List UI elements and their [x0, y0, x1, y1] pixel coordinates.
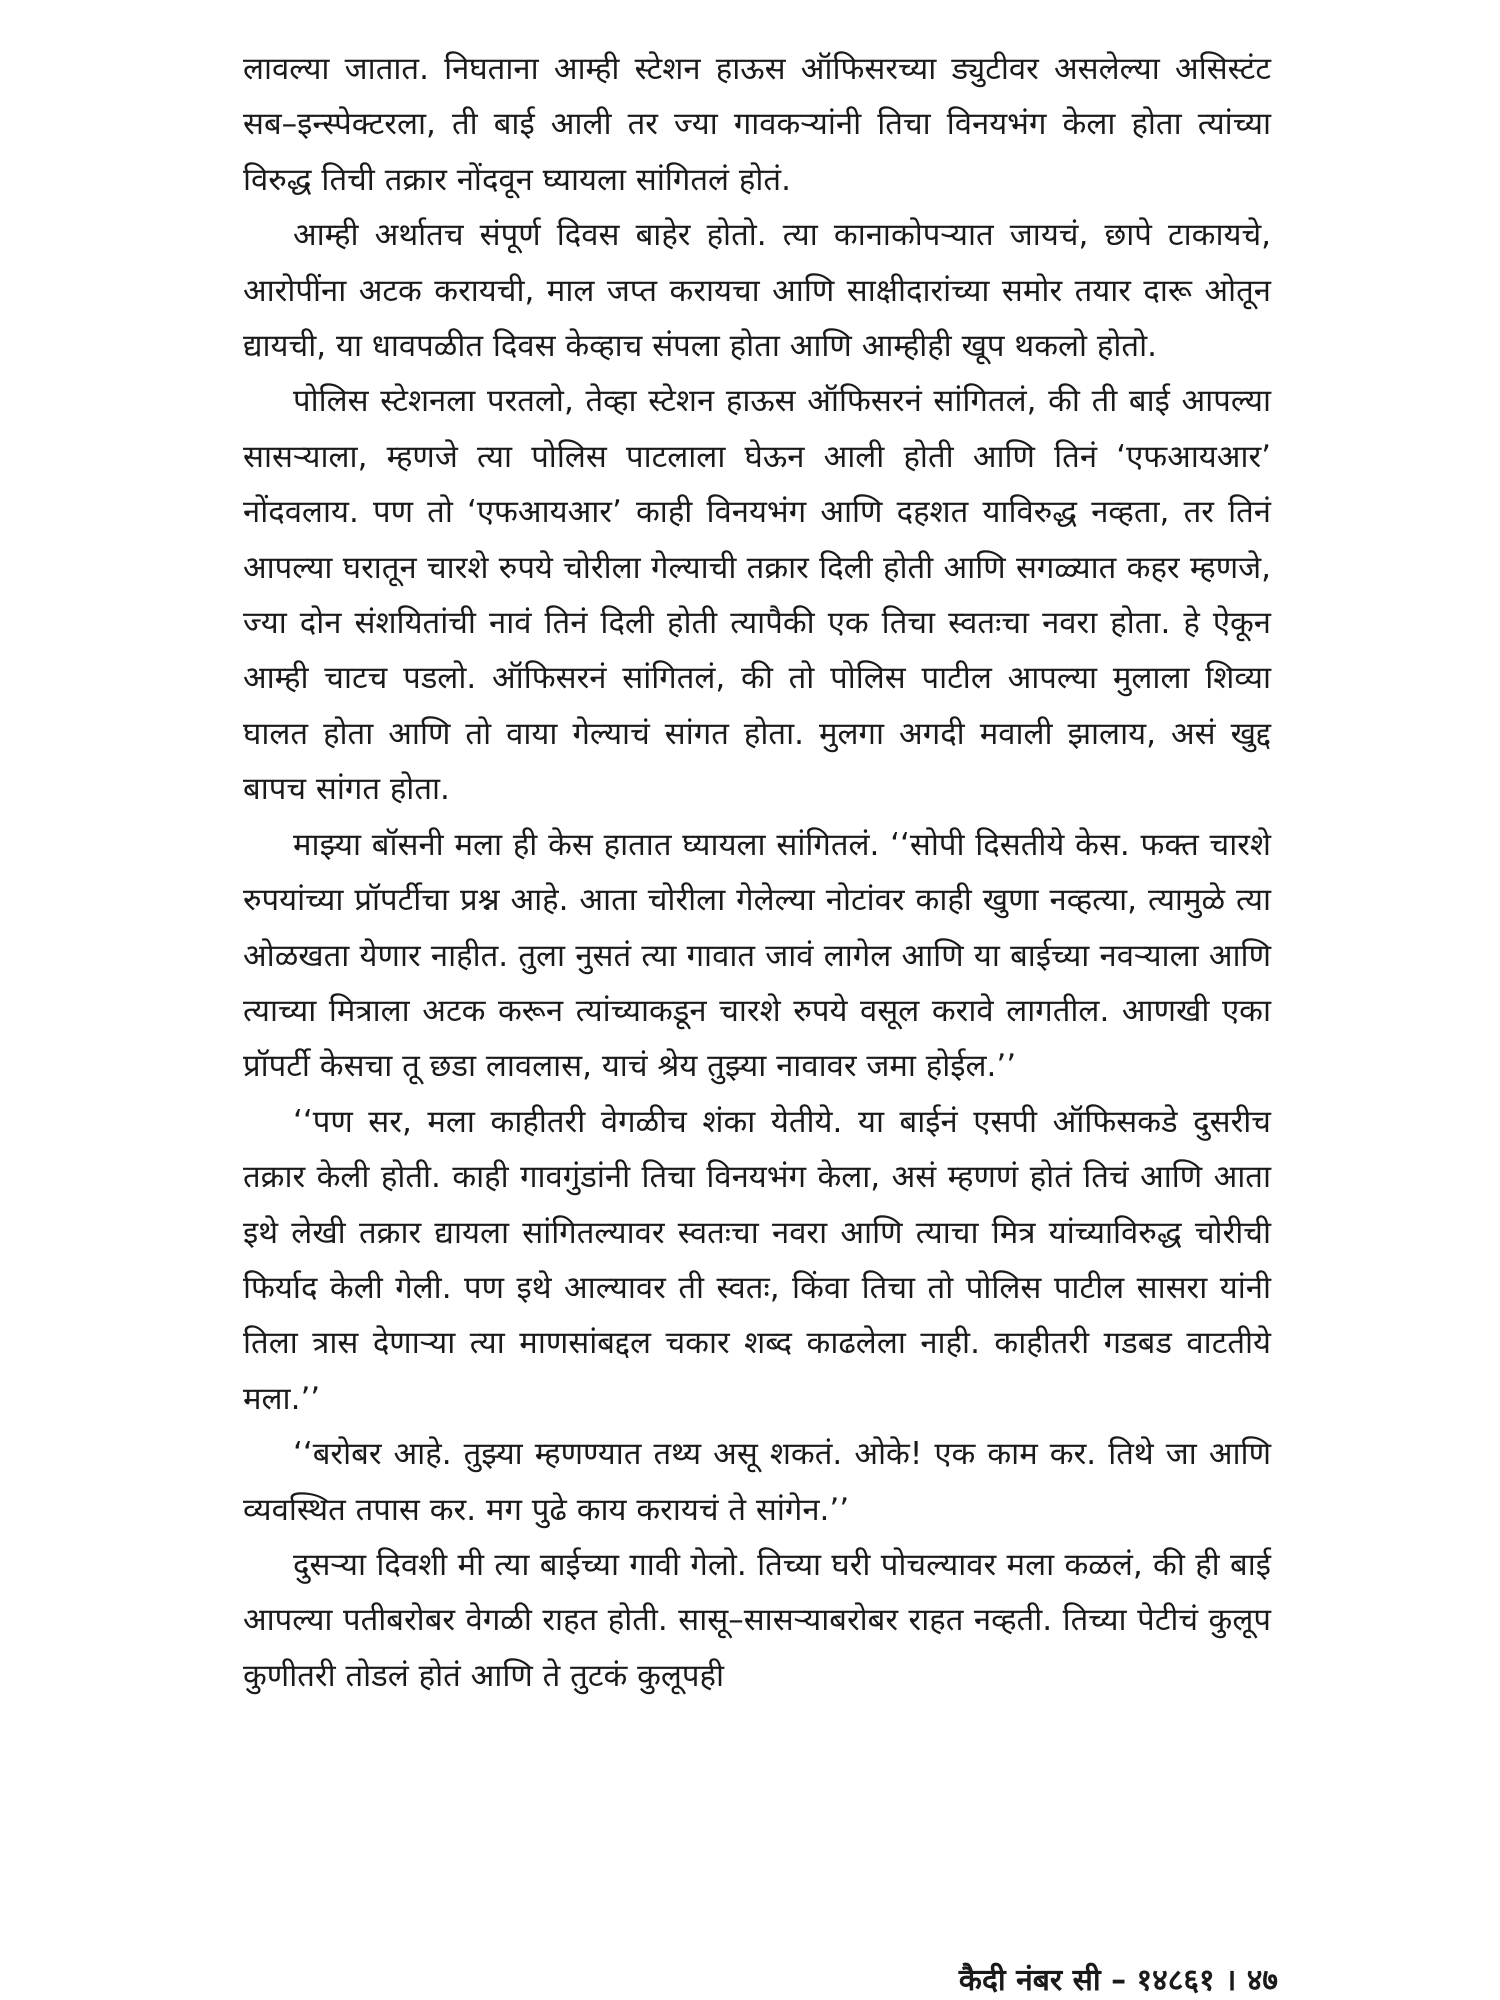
paragraph-4: माझ्या बॉसनी मला ही केस हातात घ्यायला सांगितलं. ‘‘सोपी दिसतीये केस. फक्त चारशे रुपयांच्या प्रॉपर्टीचा प्रश्न आहे. आता चोरीला गेलेल्या नोटांवर काही खुणा नव्हत्या, त्यामुळे त्या ओळखता येणार नाहीत. तुला नुसतं त्या गावात जावं लागेल आणि या बाईच्या नवऱ्याला आणि त्याच्या मित्राला अटक करून त्यांच्याकडून चारशे रुपये वसूल करावे लागतील. आणखी एका प्रॉपर्टी केसचा तू छडा लावलास, याचं श्रेय तुझ्या नावावर जमा होईल.’’: [243, 826, 1271, 1085]
paragraph-7: दुसऱ्या दिवशी मी त्या बाईच्या गावी गेलो. तिच्या घरी पोचल्यावर मला कळलं, की ही बाई आपल्या पतीबरोबर वेगळी राहत होती. सासू–सासऱ्याबरोबर राहत नव्हती. तिच्या पेटीचं कुलूप कुणीतरी तोडलं होतं आणि ते तुटकं कुलूपही: [243, 1546, 1271, 1694]
paragraph-2: आम्ही अर्थातच संपूर्ण दिवस बाहेर होतो. त्या कानाकोपऱ्यात जायचं, छापे टाकायचे, आरोपींना अटक करायची, माल जप्त करायचा आणि साक्षीदारांच्या समोर तयार दारू ओतून द्यायची, या धावपळीत दिवस केव्हाच संपला होता आणि आम्हीही खूप थकलो होतो.: [243, 217, 1271, 365]
paragraph-6: ‘‘बरोबर आहे. तुझ्या म्हणण्यात तथ्य असू शकतं. ओके! एक काम कर. तिथे जा आणि व्यवस्थित तपास कर. मग पुढे काय करायचं ते सांगेन.’’: [243, 1436, 1271, 1528]
page-footer-running-title: कैदी नंबर सी – १४८६१ । ४७: [958, 1963, 1278, 1998]
paragraph-5: ‘‘पण सर, मला काहीतरी वेगळीच शंका येतीये. या बाईनं एसपी ऑफिसकडे दुसरीच तक्रार केली होती. काही गावगुंडांनी तिचा विनयभंग केला, असं म्हणणं होतं तिचं आणि आता इथे लेखी तक्रार द्यायला सांगितल्यावर स्वतःचा नवरा आणि त्याचा मित्र यांच्याविरुद्ध चोरीची फिर्याद केली गेली. पण इथे आल्यावर ती स्वतः, किंवा तिचा तो पोलिस पाटील सासरा यांनी तिला त्रास देणाऱ्या त्या माणसांबद्दल चकार शब्द काढलेला नाही. काहीतरी गडबड वाटतीये मला.’’: [243, 1103, 1271, 1417]
body-text: [243, 42, 1271, 1704]
paragraph-1: लावल्या जातात. निघताना आम्ही स्टेशन हाऊस ऑफिसरच्या ड्युटीवर असलेल्या असिस्टंट सब–इन्स्पेक्टरला, ती बाई आली तर ज्या गावकऱ्यांनी तिचा विनयभंग केला होता त्यांच्या विरुद्ध तिची तक्रार नोंदवून घ्यायला सांगितलं होतं.: [243, 51, 1271, 198]
paragraph-3: पोलिस स्टेशनला परतलो, तेव्हा स्टेशन हाऊस ऑफिसरनं सांगितलं, की ती बाई आपल्या सासऱ्याला, म्हणजे त्या पोलिस पाटलाला घेऊन आली होती आणि तिनं ‘एफआयआर’ नोंदवलाय. पण तो ‘एफआयआर’ काही विनयभंग आणि दहशत याविरुद्ध नव्हता, तर तिनं आपल्या घरातून चारशे रुपये चोरीला गेल्याची तक्रार दिली होती आणि सगळ्यात कहर म्हणजे, ज्या दोन संशयितांची नावं तिनं दिली होती त्यापैकी एक तिचा स्वतःचा नवरा होता. हे ऐकून आम्ही चाटच पडलो. ऑफिसरनं सांगितलं, की तो पोलिस पाटील आपल्या मुलाला शिव्या घालत होता आणि तो वाया गेल्याचं सांगत होता. मुलगा अगदी मवाली झालाय, असं खुद्द बापच सांगत होता.: [243, 383, 1271, 808]
